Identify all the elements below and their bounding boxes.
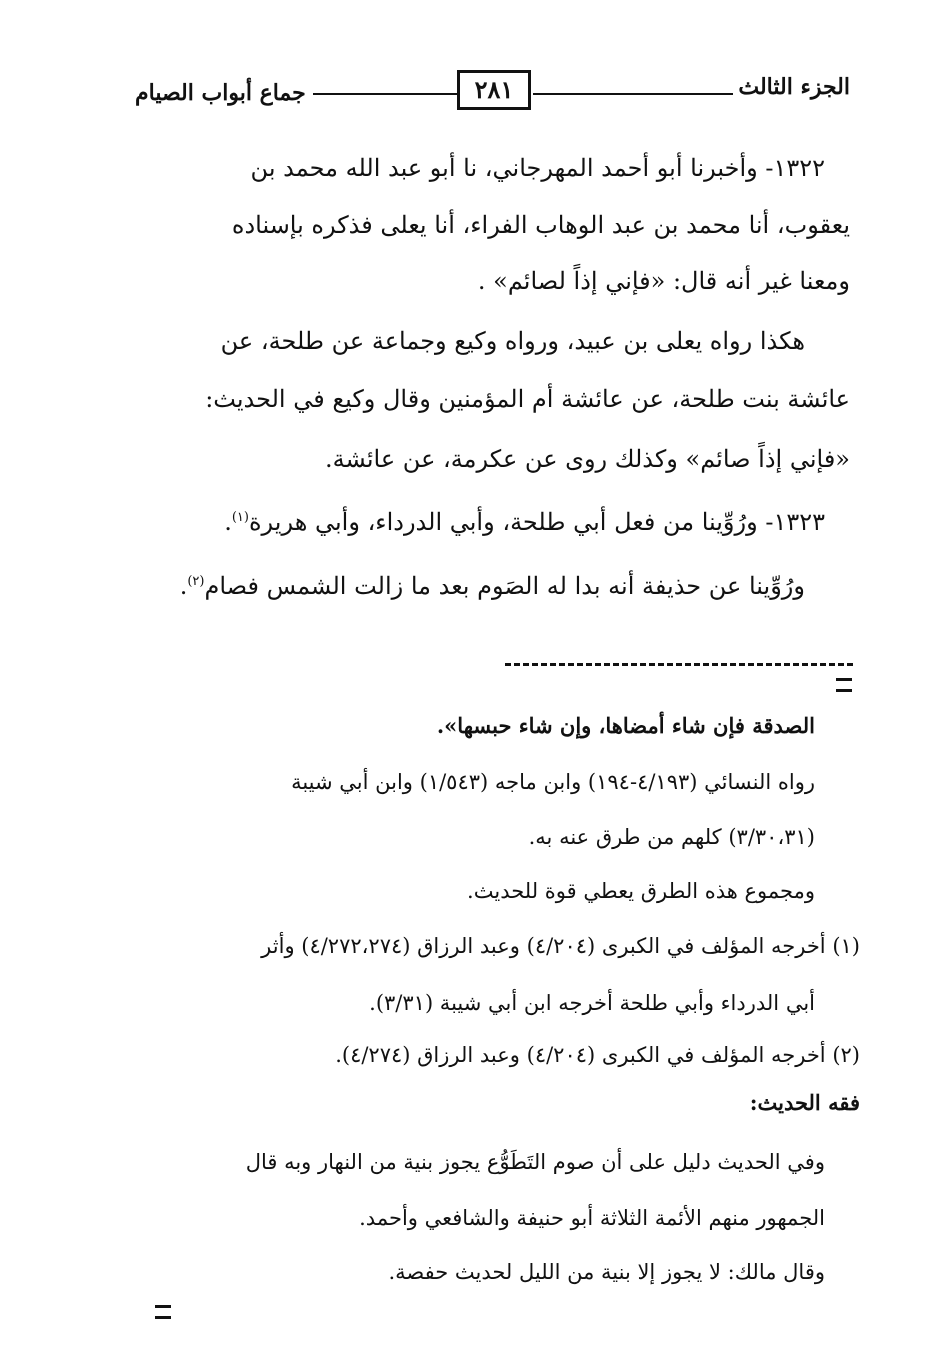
footnote-line: (٣/٣٠،٣١) كلهم من طرق عنه به. [528,825,815,849]
page-header [135,62,850,120]
footnote-line: رواه النسائي (٤/١٩٣-١٩٤) وابن ماجه (١/٥٤٣) وابن أبي شيبة [291,770,815,794]
body-line: ١٣٢٣- ورُوِّينا من فعل أبي طلحة، وأبي الدرداء، وأبي هريرة$^{(١)}$. [224,508,825,536]
footnote-separator [505,663,853,666]
footnote-continued: الصدقة فإن شاء أمضاها، وإن شاء حبسها». [436,713,815,738]
body-line: ١٣٢٢- وأخبرنا أبو أحمد المهرجاني، نا أبو عبد الله محمد بن [250,154,825,182]
continuation-mark [836,678,852,692]
footnote-line: ومجموع هذه الطرق يعطي قوة للحديث. [467,879,815,903]
fiqh-line: الجمهور منهم الأئمة الثلاثة أبو حنيفة والشافعي وأحمد. [359,1206,825,1230]
footnote-1: (١) أخرجه المؤلف في الكبرى (٤/٢٠٤) وعبد الرزاق (٤/٢٧٢،٢٧٤) وأثر [261,934,860,958]
body-line: يعقوب، أنا محمد بن عبد الوهاب الفراء، أنا يعلى فذكره بإسناده [231,211,850,239]
footnote-2: (٢) أخرجه المؤلف في الكبرى (٤/٢٠٤) وعبد الرزاق (٤/٢٧٤). [335,1043,860,1067]
page-number: ٢٨١ [457,70,531,110]
body-line: «فإني إذاً صائم» وكذلك روى عن عكرمة، عن عائشة. [324,445,850,473]
chapter-title: جماع أبواب الصيام [135,80,306,106]
section-heading: فقه الحديث: [749,1090,860,1115]
continuation-mark [155,1305,171,1319]
header-rule-left [313,93,457,95]
header-rule-right [533,93,733,95]
footnote-ref: (١) [231,510,249,525]
body-line: هكذا رواه يعلى بن عبيد، ورواه وكيع وجماعة عن طلحة، عن [220,327,805,355]
body-line: ورُوِّينا عن حذيفة أنه بدا له الصَوم بعد ما زالت الشمس فصام$^{(٢)}$. [179,572,805,600]
body-line: ومعنا غير أنه قال: «فإني إذاً لصائم» . [477,267,850,295]
footnote-1-cont: أبي الدرداء وأبي طلحة أخرجه ابن أبي شيبة (٣/٣١). [369,991,815,1015]
footnote-ref: (٢) [187,574,205,589]
volume-label: الجزء الثالث [738,74,850,100]
fiqh-line: وفي الحديث دليل على أن صوم التَطَوُّع يجوز بنية من النهار وبه قال [245,1150,825,1174]
body-line: عائشة بنت طلحة، عن عائشة أم المؤمنين وقال وكيع في الحديث: [205,385,850,413]
fiqh-line: وقال مالك: لا يجوز إلا بنية من الليل لحديث حفصة. [388,1260,825,1284]
